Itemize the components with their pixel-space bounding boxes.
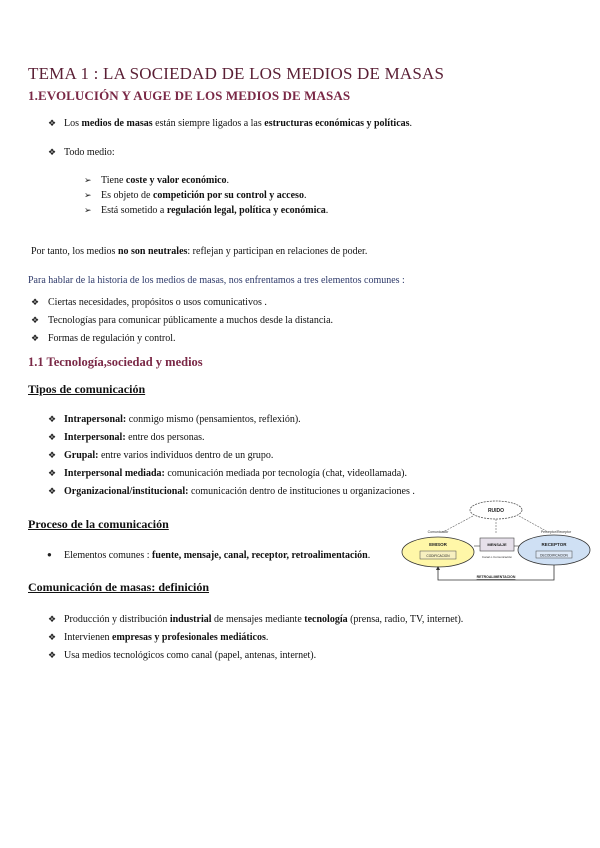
arrow-bullet-icon: ➢ — [84, 190, 92, 200]
diamond-bullet-icon: ❖ — [48, 614, 57, 624]
section-title: 1.EVOLUCIÓN Y AUGE DE LOS MEDIOS DE MASAS — [28, 88, 351, 103]
heading-proceso-comunicacion: Proceso de la comunicación — [28, 517, 169, 531]
comunicador-label: Comunicador — [427, 530, 449, 534]
sub-item: Está sometido a regulación legal, política y económica. — [101, 205, 329, 216]
list-item: Usa medios tecnológicos como canal (papel, antenas, internet). — [64, 650, 317, 661]
sub-item: Tiene coste y valor económico. — [101, 175, 230, 186]
paragraph-historia: Para hablar de la historia de los medios de masas, nos enfrentamos a tres elementos comunes : — [28, 275, 405, 286]
list-item: Tecnologías para comunicar públicamente a muchos desde la distancia. — [48, 315, 334, 326]
diamond-bullet-icon: ❖ — [48, 432, 57, 442]
receptor-ellipse — [518, 535, 590, 565]
diamond-bullet-icon: ❖ — [48, 147, 57, 157]
diamond-bullet-icon: ❖ — [48, 650, 57, 660]
list-item: Formas de regulación y control. — [48, 333, 176, 344]
receptor-label: RECEPTOR — [541, 542, 567, 547]
retroalimentacion-label: RETROALIMENTACION — [476, 575, 516, 579]
perceptor-label: Perceptor/Receptor — [540, 530, 572, 534]
diamond-bullet-icon: ❖ — [31, 333, 40, 343]
list-item: Producción y distribución industrial de mensajes mediante tecnología (prensa, radio, TV, internet). — [64, 614, 464, 625]
paragraph-por-tanto: Por tanto, los medios no son neutrales: reflejan y participan en relaciones de poder. — [31, 246, 368, 257]
diamond-bullet-icon: ❖ — [31, 297, 40, 307]
decodificacion-label: DECODIFICACION — [540, 553, 568, 558]
communication-process-diagram — [398, 496, 594, 588]
heading-tipos-comunicacion: Tipos de comunicación — [28, 382, 146, 396]
heading-comunicacion-masas: Comunicación de masas: definición — [28, 580, 210, 594]
mensaje-label: MENSAJE — [487, 542, 507, 547]
diamond-bullet-icon: ❖ — [48, 468, 57, 478]
list-item: Intrapersonal: conmigo mismo (pensamientos, reflexión). — [64, 414, 301, 425]
dot-bullet-icon: ● — [47, 550, 52, 559]
arrow-bullet-icon: ➢ — [84, 175, 92, 185]
list-item: Grupal: entre varios individuos dentro de un grupo. — [64, 450, 274, 461]
sub-item: Es objeto de competición por su control y acceso. — [101, 190, 307, 201]
paragraph-todo-medio: Todo medio: — [64, 147, 115, 158]
diamond-bullet-icon: ❖ — [31, 315, 40, 325]
diamond-bullet-icon: ❖ — [48, 486, 57, 496]
list-item: Interpersonal mediada: comunicación mediada por tecnología (chat, videollamada). — [64, 468, 407, 479]
diamond-bullet-icon: ❖ — [48, 414, 57, 424]
page-title: TEMA 1 : LA SOCIEDAD DE LOS MEDIOS DE MASAS — [28, 64, 445, 83]
diamond-bullet-icon: ❖ — [48, 450, 57, 460]
list-item: Interpersonal: entre dos personas. — [64, 432, 205, 443]
section-heading-1-1: 1.1 Tecnología,sociedad y medios — [28, 355, 203, 369]
list-item: Organizacional/institucional: comunicación dentro de instituciones u organizaciones . — [64, 486, 415, 497]
ruido-label: RUIDO — [487, 508, 505, 514]
diamond-bullet-icon: ❖ — [48, 118, 57, 128]
diamond-bullet-icon: ❖ — [48, 632, 57, 642]
list-item: Intervienen empresas y profesionales mediáticos. — [64, 632, 269, 643]
list-item: Ciertas necesidades, propósitos o usos comunicativos . — [48, 297, 267, 308]
codificacion-label: CODIFICACION — [426, 554, 450, 558]
list-item: Elementos comunes : fuente, mensaje, canal, receptor, retroalimentación. — [64, 550, 371, 561]
canal-label: Canal o Comunicación — [481, 555, 513, 559]
paragraph-medios-masas: Los medios de masas están siempre ligados a las estructuras económicas y políticas. — [64, 118, 413, 129]
arrow-bullet-icon: ➢ — [84, 205, 92, 215]
emisor-label: EMISOR — [429, 542, 447, 547]
